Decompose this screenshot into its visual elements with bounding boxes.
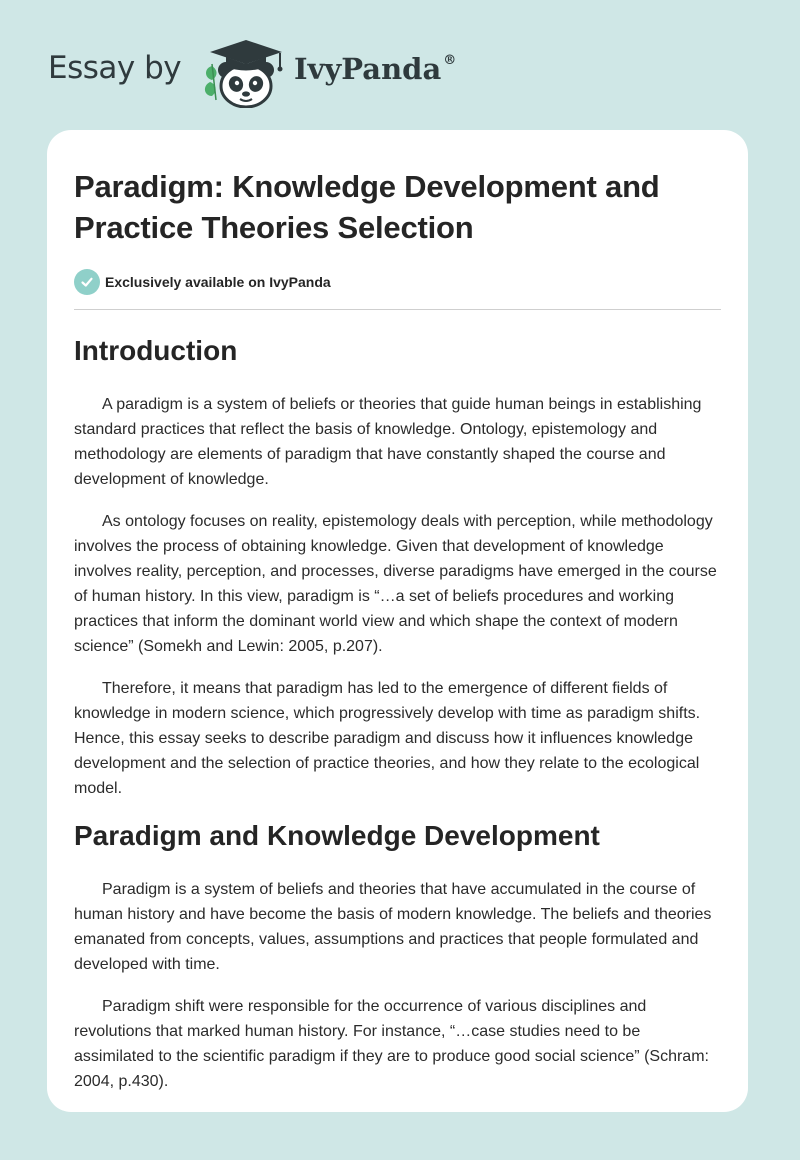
checkmark-icon [74, 269, 100, 295]
exclusive-label: Exclusively available on IvyPanda [105, 274, 331, 290]
paragraph: A paradigm is a system of beliefs or theories that guide human beings in establishing standard practices that reflect the basis of knowledge. Ontology, epistemology and methodology are elements of paradigm that have constantly shaped the course and development of knowledge. [74, 396, 702, 488]
section-heading: Introduction [74, 335, 238, 366]
exclusive-badge [74, 268, 721, 296]
brand-header[interactable] [48, 36, 468, 106]
paragraph: Paradigm is a system of beliefs and theories that have accumulated in the course of human history and have become the basis of modern knowledge. The beliefs and theories emanated from concepts, values, assumptions and practices that people formulated and developed with time. [74, 881, 712, 973]
paragraph: Therefore, it means that paradigm has led to the emergence of different fields of knowledge in modern science, which progressively develop with time as paradigm shifts. Hence, this essay seeks to describe paradigm and discuss how it influences knowledge development and the selection of practice theories, and how they relate to the ecological model. [74, 680, 701, 797]
paragraph: Paradigm shift were responsible for the occurrence of various disciplines and revolutions that marked human history. For instance, “…case studies need to be assimilated to the scientific paradigm if they are to produce good social science” (Schram: 2004, p.430). [74, 998, 709, 1090]
paragraph: As ontology focuses on reality, epistemology deals with perception, while methodology involves the process of obtaining knowledge. Given that development of knowledge involves reality, perception, and processes, diverse paradigms have emerged in the course of human history. In this view, paradigm is “…a set of beliefs procedures and working practices that inform the dominant world view and which shape the context of modern science” (Somekh and Lewin: 2005, p.207). [74, 513, 717, 655]
section-heading: Paradigm and Knowledge Development [74, 820, 600, 851]
section-paradigm-knowledge-development [74, 819, 721, 1094]
essay-card [47, 130, 748, 1112]
section-introduction [74, 334, 721, 801]
brand-prefix: Essay by [48, 50, 182, 86]
title-divider [74, 309, 721, 310]
brand-name: IvyPanda ® [294, 52, 457, 86]
page-title: Paradigm: Knowledge Development and Practice Theories Selection [74, 169, 660, 245]
panda-logo-icon [200, 36, 292, 108]
